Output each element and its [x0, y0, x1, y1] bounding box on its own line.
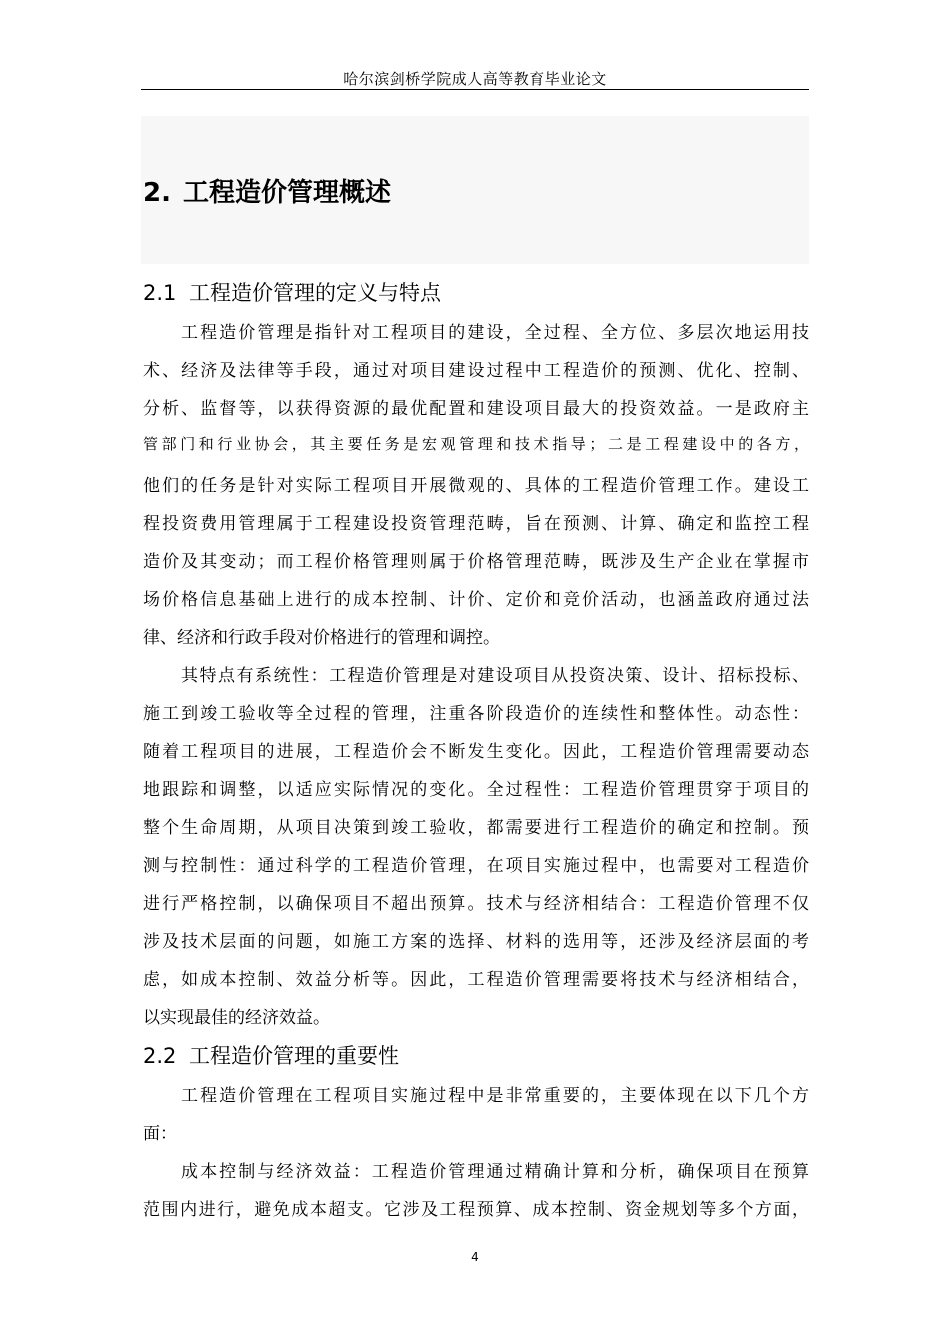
chapter-title: 工程造价管理概述	[183, 178, 392, 208]
paragraph-line: 他们的任务是针对实际工程项目开展微观的、具体的工程造价管理工作。建设工	[143, 476, 809, 496]
chapter-number: 2.	[143, 178, 171, 208]
page-header-title: 哈尔滨剑桥学院成人高等教育毕业论文	[343, 70, 607, 88]
paragraph-line: 工程造价管理是指针对工程项目的建设，全过程、全方位、多层次地运用技	[181, 323, 809, 343]
section-number: 2.2	[143, 1044, 177, 1068]
paragraph-line: 术、经济及法律等手段，通过对项目建设过程中工程造价的预测、优化、控制、	[143, 361, 809, 381]
paragraph-line: 以实现最佳的经济效益。	[143, 1008, 330, 1028]
paragraph-line: 工程造价管理在工程项目实施过程中是非常重要的，主要体现在以下几个方	[181, 1086, 809, 1106]
section-heading-2-2	[143, 1040, 399, 1070]
section-title: 工程造价管理的重要性	[189, 1044, 399, 1068]
paragraph-line: 随着工程项目的进展，工程造价会不断发生变化。因此，工程造价管理需要动态	[143, 742, 809, 762]
section-number: 2.1	[143, 281, 177, 305]
paragraph-line: 场价格信息基础上进行的成本控制、计价、定价和竞价活动，也涵盖政府通过法	[143, 590, 809, 610]
header-divider	[141, 89, 809, 90]
paragraph-line: 成本控制与经济效益：工程造价管理通过精确计算和分析，确保项目在预算	[181, 1162, 809, 1182]
section-title: 工程造价管理的定义与特点	[189, 281, 441, 305]
paragraph-line: 管部门和行业协会，其主要任务是宏观管理和技术指导；二是工程建设中的各方，	[143, 435, 809, 453]
paragraph-line: 地跟踪和调整，以适应实际情况的变化。全过程性：工程造价管理贯穿于项目的	[143, 780, 809, 800]
page-number: 4	[471, 1250, 479, 1264]
paragraph-line: 整个生命周期，从项目决策到竣工验收，都需要进行工程造价的确定和控制。预	[143, 818, 809, 838]
paragraph-line: 造价及其变动；而工程价格管理则属于价格管理范畴，既涉及生产企业在掌握市	[143, 552, 809, 572]
paragraph-line: 施工到竣工验收等全过程的管理，注重各阶段造价的连续性和整体性。动态性：	[143, 704, 809, 724]
paragraph-line: 涉及技术层面的问题，如施工方案的选择、材料的选用等，还涉及经济层面的考	[143, 932, 809, 952]
paragraph-line: 测与控制性：通过科学的工程造价管理，在项目实施过程中，也需要对工程造价	[143, 856, 809, 876]
section-heading-2-1	[143, 277, 441, 307]
paragraph-line: 进行严格控制，以确保项目不超出预算。技术与经济相结合：工程造价管理不仅	[143, 894, 809, 914]
paragraph-line: 范围内进行，避免成本超支。它涉及工程预算、成本控制、资金规划等多个方面，	[143, 1200, 809, 1220]
paragraph-line: 律、经济和行政手段对价格进行的管理和调控。	[143, 628, 500, 648]
paragraph-line: 虑，如成本控制、效益分析等。因此，工程造价管理需要将技术与经济相结合，	[143, 970, 809, 990]
chapter-heading	[143, 172, 391, 209]
paragraph-line: 其特点有系统性：工程造价管理是对建设项目从投资决策、设计、招标投标、	[181, 666, 809, 686]
paragraph-line: 程投资费用管理属于工程建设投资管理范畴，旨在预测、计算、确定和监控工程	[143, 514, 809, 534]
paragraph-line: 分析、监督等，以获得资源的最优配置和建设项目最大的投资效益。一是政府主	[143, 399, 809, 419]
paragraph-line: 面：	[143, 1124, 177, 1144]
